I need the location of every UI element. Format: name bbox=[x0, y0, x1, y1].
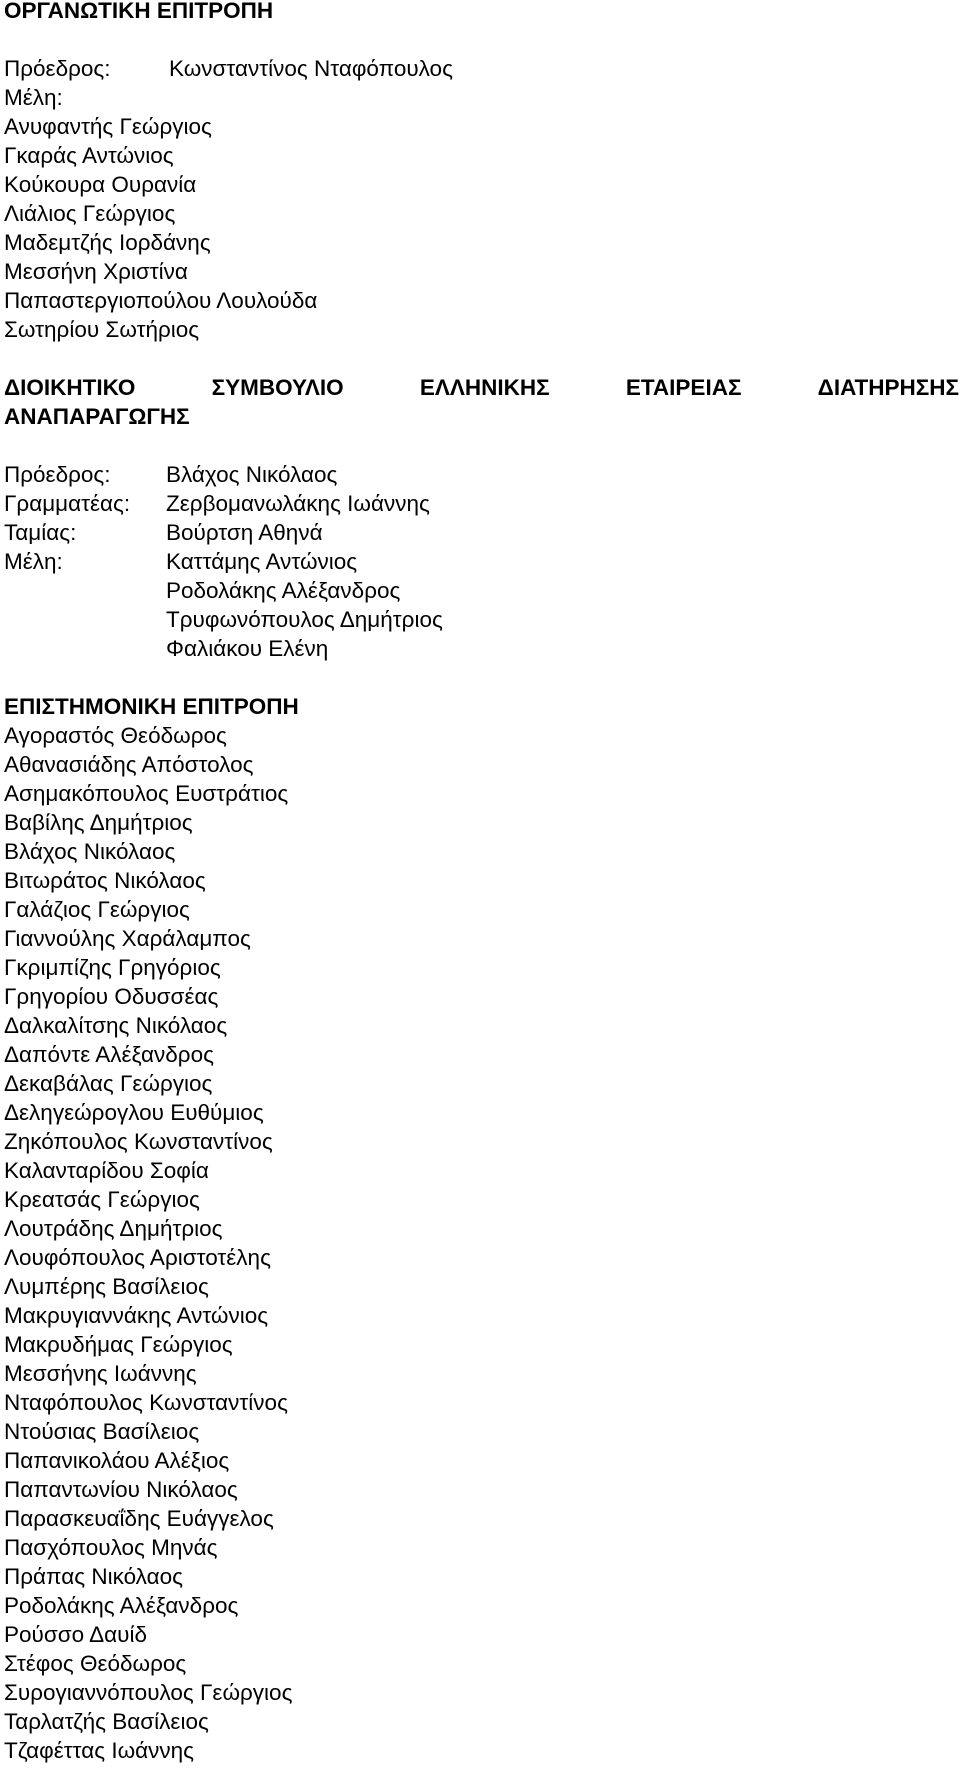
list-item: Ασημακόπουλος Ευστράτιος bbox=[4, 781, 289, 806]
member-name: Φαλιάκου Ελένη bbox=[166, 636, 329, 661]
list-item: Γαλάζιος Γεώργιος bbox=[4, 897, 190, 922]
board-title-word: ΔΙΟΙΚΗΤΙΚΟ bbox=[4, 375, 136, 400]
organizing-committee-title: ΟΡΓΑΝΩΤΙΚΗ ΕΠΙΤΡΟΠΗ bbox=[4, 0, 274, 23]
scientific-committee-section bbox=[4, 692, 954, 1765]
board-title-word: ΕΤΑΙΡΕΙΑΣ bbox=[625, 375, 742, 400]
list-item: Δαλκαλίτσης Νικόλαος bbox=[4, 1013, 228, 1038]
list-item: Αγοραστός Θεόδωρος bbox=[4, 723, 227, 748]
list-item: Στέφος Θεόδωρος bbox=[4, 1651, 187, 1676]
list-item: Πασχόπουλος Μηνάς bbox=[4, 1535, 218, 1560]
list-item: Παρασκευαΐδης Ευάγγελος bbox=[4, 1506, 274, 1531]
list-item: Γιαννούλης Χαράλαμπος bbox=[4, 926, 251, 951]
list-item: Ροδολάκης Αλέξανδρος bbox=[4, 1593, 239, 1618]
spacer bbox=[4, 663, 954, 692]
list-item: Μεσσήνης Ιωάννης bbox=[4, 1361, 197, 1386]
member-name: Ροδολάκης Αλέξανδρος bbox=[166, 578, 401, 603]
board-section bbox=[4, 373, 959, 663]
president-label: Πρόεδρος: bbox=[4, 56, 111, 81]
list-item: Νταφόπουλος Κωνσταντίνος bbox=[4, 1390, 288, 1415]
list-item: Δαπόντε Αλέξανδρος bbox=[4, 1042, 214, 1067]
list-item: Αθανασιάδης Απόστολος bbox=[4, 752, 254, 777]
scientific-committee-title: ΕΠΙΣΤΗΜΟΝΙΚΗ ΕΠΙΤΡΟΠΗ bbox=[4, 694, 299, 719]
list-item: Βαβίλης Δημήτριος bbox=[4, 810, 193, 835]
list-item: Δεκαβάλας Γεώργιος bbox=[4, 1071, 213, 1096]
list-item: Λουτράδης Δημήτριος bbox=[4, 1216, 223, 1241]
treasurer-label: Ταμίας: bbox=[4, 520, 77, 545]
list-item: Σωτηρίου Σωτήριος bbox=[4, 317, 200, 342]
list-item: Καλανταρίδου Σοφία bbox=[4, 1158, 209, 1183]
list-item: Πράπας Νικόλαος bbox=[4, 1564, 183, 1589]
list-item: Ταρλατζής Βασίλειος bbox=[4, 1709, 209, 1734]
spacer bbox=[4, 431, 954, 460]
member-name: Καττάμης Αντώνιος bbox=[166, 549, 358, 574]
scientific-members-list bbox=[4, 721, 954, 1765]
list-item: Τζαφέττας Ιωάννης bbox=[4, 1738, 195, 1763]
secretary-label: Γραμματέας: bbox=[4, 491, 131, 516]
organizing-committee-section bbox=[4, 0, 954, 344]
list-item: Ρούσσο Δαυίδ bbox=[4, 1622, 147, 1647]
member-name: Τρυφωνόπουλος Δημήτριος bbox=[166, 607, 443, 632]
list-item: Παπαντωνίου Νικόλαος bbox=[4, 1477, 238, 1502]
list-item: Συρογιαννόπουλος Γεώργιος bbox=[4, 1680, 293, 1705]
list-item: Μαδεμτζής Ιορδάνης bbox=[4, 230, 211, 255]
members-label: Μέλη: bbox=[4, 549, 63, 574]
list-item: Μακρυγιαννάκης Αντώνιος bbox=[4, 1303, 269, 1328]
spacer bbox=[4, 344, 954, 373]
list-item: Μεσσήνη Χριστίνα bbox=[4, 259, 188, 284]
president-name: Κωνσταντίνος Νταφόπουλος bbox=[169, 56, 453, 81]
board-secretary-row bbox=[4, 489, 954, 518]
list-item: Γκριμπίζης Γρηγόριος bbox=[4, 955, 221, 980]
list-item: Κρεατσάς Γεώργιος bbox=[4, 1187, 200, 1212]
list-item: Κούκουρα Ουρανία bbox=[4, 172, 197, 197]
board-title-word: ΔΙΑΤΗΡΗΣΗΣ bbox=[817, 375, 959, 400]
board-president-row bbox=[4, 460, 954, 489]
board-member-row bbox=[4, 547, 954, 576]
list-item: Λυμπέρης Βασίλειος bbox=[4, 1274, 209, 1299]
document-page bbox=[4, 0, 959, 1765]
members-label: Μέλη: bbox=[4, 85, 63, 110]
organizing-president-row bbox=[4, 54, 954, 83]
list-item: Ανυφαντής Γεώργιος bbox=[4, 114, 212, 139]
organizing-members-label-row bbox=[4, 83, 954, 112]
organizing-members-list bbox=[4, 112, 954, 344]
board-title-word: ΕΛΛΗΝΙΚΗΣ bbox=[419, 375, 550, 400]
list-item: Βλάχος Νικόλαος bbox=[4, 839, 176, 864]
board-treasurer-row bbox=[4, 518, 954, 547]
board-title-line-2: ΑΝΑΠΑΡΑΓΩΓΗΣ bbox=[4, 404, 190, 429]
secretary-name: Ζερβομανωλάκης Ιωάννης bbox=[166, 491, 430, 516]
list-item: Λουφόπουλος Αριστοτέλης bbox=[4, 1245, 271, 1270]
list-item: Γκαράς Αντώνιος bbox=[4, 143, 174, 168]
list-item: Ντούσιας Βασίλειος bbox=[4, 1419, 200, 1444]
list-item: Βιτωράτος Νικόλαος bbox=[4, 868, 206, 893]
list-item: Γρηγορίου Οδυσσέας bbox=[4, 984, 219, 1009]
board-member-row bbox=[4, 605, 954, 634]
board-member-row bbox=[4, 634, 954, 663]
list-item: Δεληγεώρογλου Ευθύμιος bbox=[4, 1100, 264, 1125]
board-member-row bbox=[4, 576, 954, 605]
board-title bbox=[4, 373, 959, 431]
list-item: Ζηκόπουλος Κωνσταντίνος bbox=[4, 1129, 273, 1154]
president-name: Βλάχος Νικόλαος bbox=[166, 462, 338, 487]
list-item: Λιάλιος Γεώργιος bbox=[4, 201, 176, 226]
list-item: Παπανικολάου Αλέξιος bbox=[4, 1448, 230, 1473]
board-title-word: ΣΥΜΒΟΥΛΙΟ bbox=[211, 375, 344, 400]
spacer bbox=[4, 25, 954, 54]
treasurer-name: Βούρτση Αθηνά bbox=[166, 520, 323, 545]
board-title-line-1 bbox=[4, 373, 959, 402]
list-item: Μακρυδήμας Γεώργιος bbox=[4, 1332, 233, 1357]
list-item: Παπαστεργιοπούλου Λουλούδα bbox=[4, 288, 318, 313]
president-label: Πρόεδρος: bbox=[4, 462, 111, 487]
